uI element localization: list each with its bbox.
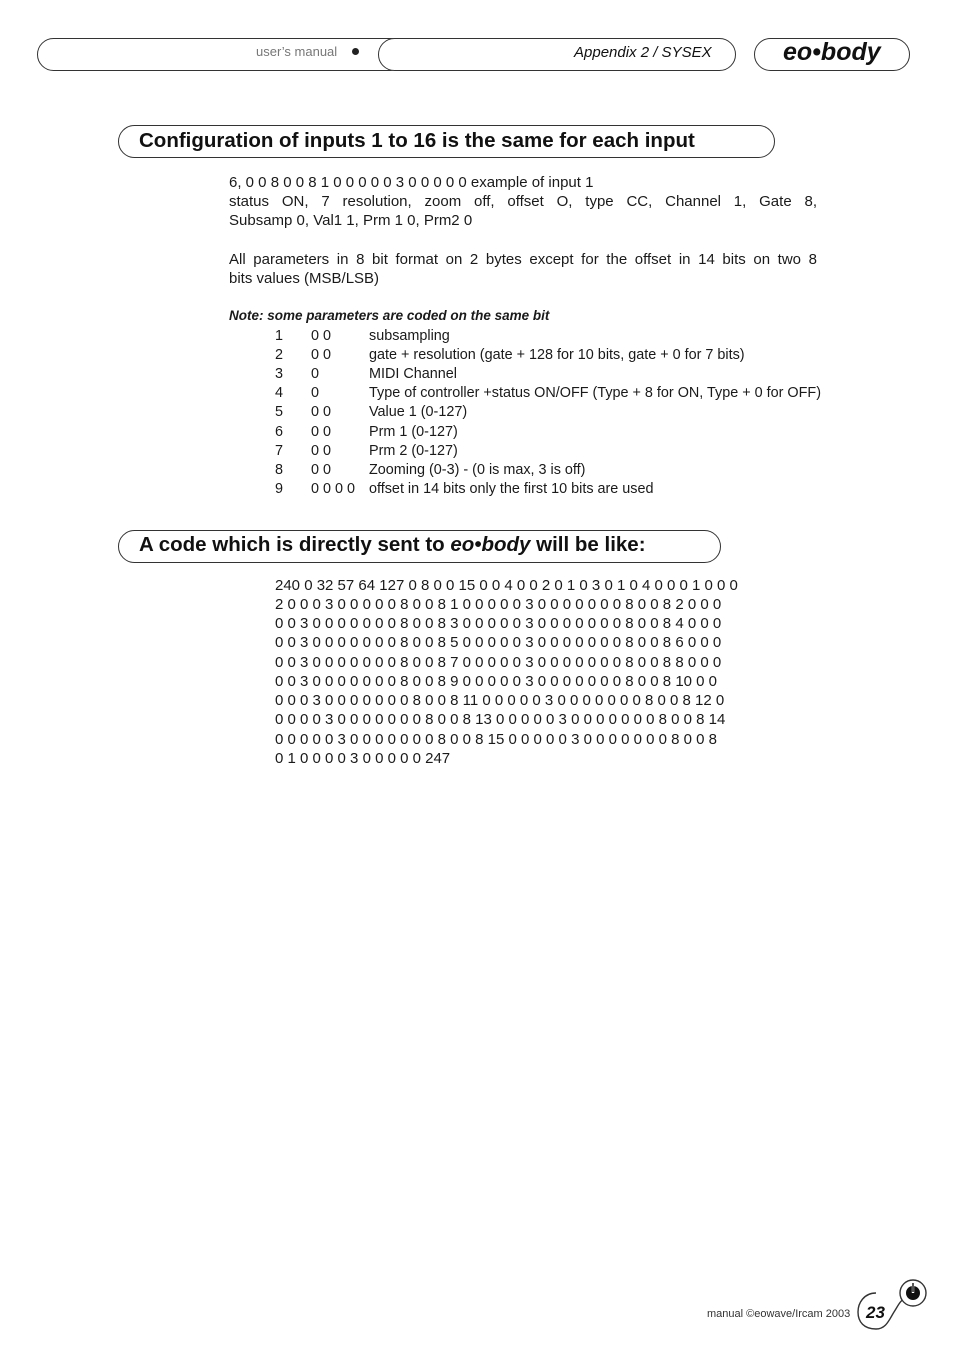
- param-code: 0 0: [311, 347, 332, 363]
- footer-credit: manual ©eowave/Ircam 2003: [707, 1308, 851, 1320]
- param-code: 0 0: [311, 424, 332, 440]
- param-index: 3: [275, 366, 284, 382]
- bullet-icon: [352, 48, 359, 55]
- example-line: 6, 0 0 8 0 0 8 1 0 0 0 0 0 3 0 0 0 0 0 example of input 1: [229, 174, 594, 191]
- code-line: 0 0 3 0 0 0 0 0 0 0 8 0 0 8 5 0 0 0 0 0 3 0 0 0 0 0 0 0 8 0 0 8 6 0 0 0: [275, 634, 722, 651]
- param-code: 0: [311, 385, 320, 401]
- param-index: 1: [275, 328, 284, 344]
- param-index: 8: [275, 462, 284, 478]
- param-index: 2: [275, 347, 284, 363]
- param-code: 0 0: [311, 462, 332, 478]
- status-line-1: status ON, 7 resolution, zoom off, offset O, type CC, Channel 1, Gate 8,: [229, 193, 817, 210]
- header-bar-left: [37, 38, 407, 71]
- section-title-code-example: [139, 533, 646, 557]
- code-line: 240 0 32 57 64 127 0 8 0 0 15 0 0 4 0 0 2 0 1 0 3 0 1 0 4 0 0 0 1 0 0 0: [275, 577, 738, 594]
- header-section-label: Appendix 2 / SYSEX: [574, 44, 712, 61]
- header-manual-label: user’s manual: [256, 44, 338, 59]
- param-description: offset in 14 bits only the first 10 bits are used: [369, 481, 654, 497]
- code-line: 0 0 0 3 0 0 0 0 0 0 0 8 0 0 8 11 0 0 0 0 0 3 0 0 0 0 0 0 0 8 0 0 8 12 0: [275, 692, 725, 709]
- code-line: 0 0 3 0 0 0 0 0 0 0 8 0 0 8 9 0 0 0 0 0 3 0 0 0 0 0 0 0 8 0 0 8 10 0 0: [275, 673, 718, 690]
- param-description: gate + resolution (gate + 128 for 10 bits, gate + 0 for 7 bits): [369, 347, 745, 363]
- param-index: 6: [275, 424, 284, 440]
- code-line: 0 0 0 0 3 0 0 0 0 0 0 0 8 0 0 8 13 0 0 0 0 0 3 0 0 0 0 0 0 0 8 0 0 8 14: [275, 711, 726, 728]
- param-index: 7: [275, 443, 284, 459]
- code-line: 0 0 3 0 0 0 0 0 0 0 8 0 0 8 7 0 0 0 0 0 3 0 0 0 0 0 0 0 8 0 0 8 8 0 0 0: [275, 654, 722, 671]
- code-line: 0 0 0 0 0 3 0 0 0 0 0 0 0 8 0 0 8 15 0 0 0 0 0 3 0 0 0 0 0 0 0 8 0 0 8: [275, 731, 718, 748]
- param-code: 0 0: [311, 404, 332, 420]
- param-description: Type of controller +status ON/OFF (Type + 8 for ON, Type + 0 for OFF): [369, 385, 821, 401]
- format-line-2: bits values (MSB/LSB): [229, 270, 380, 287]
- eobody-brand: eo•body: [450, 533, 531, 556]
- eobody-logo: eo•body: [783, 38, 881, 66]
- param-description: Zooming (0-3) - (0 is max, 3 is off): [369, 462, 586, 478]
- param-index: 9: [275, 481, 284, 497]
- param-code: 0 0 0 0: [311, 481, 356, 497]
- page-number: 23: [866, 1303, 885, 1322]
- title-prefix: A code which is directly sent to: [139, 533, 451, 556]
- param-code: 0: [311, 366, 320, 382]
- param-index: 5: [275, 404, 284, 420]
- code-line: 0 0 3 0 0 0 0 0 0 0 8 0 0 8 3 0 0 0 0 0 3 0 0 0 0 0 0 0 8 0 0 8 4 0 0 0: [275, 615, 722, 632]
- parameters-note: Note: some parameters are coded on the same bit: [229, 308, 550, 323]
- param-index: 4: [275, 385, 284, 401]
- code-line: 0 1 0 0 0 0 3 0 0 0 0 0 247: [275, 750, 451, 767]
- param-description: subsampling: [369, 328, 450, 344]
- param-description: Prm 1 (0-127): [369, 424, 458, 440]
- param-description: MIDI Channel: [369, 366, 457, 382]
- format-line-1: All parameters in 8 bit format on 2 bytes except for the offset in 14 bits on two 8: [229, 251, 817, 268]
- param-description: Prm 2 (0-127): [369, 443, 458, 459]
- section-title-configuration: Configuration of inputs 1 to 16 is the same for each input: [139, 129, 695, 152]
- param-code: 0 0: [311, 443, 332, 459]
- param-code: 0 0: [311, 328, 332, 344]
- status-line-2: Subsamp 0, Val1 1, Prm 1 0, Prm2 0: [229, 212, 473, 229]
- param-description: Value 1 (0-127): [369, 404, 468, 420]
- title-suffix: will be like:: [530, 533, 646, 556]
- code-line: 2 0 0 0 3 0 0 0 0 0 8 0 0 8 1 0 0 0 0 0 3 0 0 0 0 0 0 0 8 0 0 8 2 0 0 0: [275, 596, 722, 613]
